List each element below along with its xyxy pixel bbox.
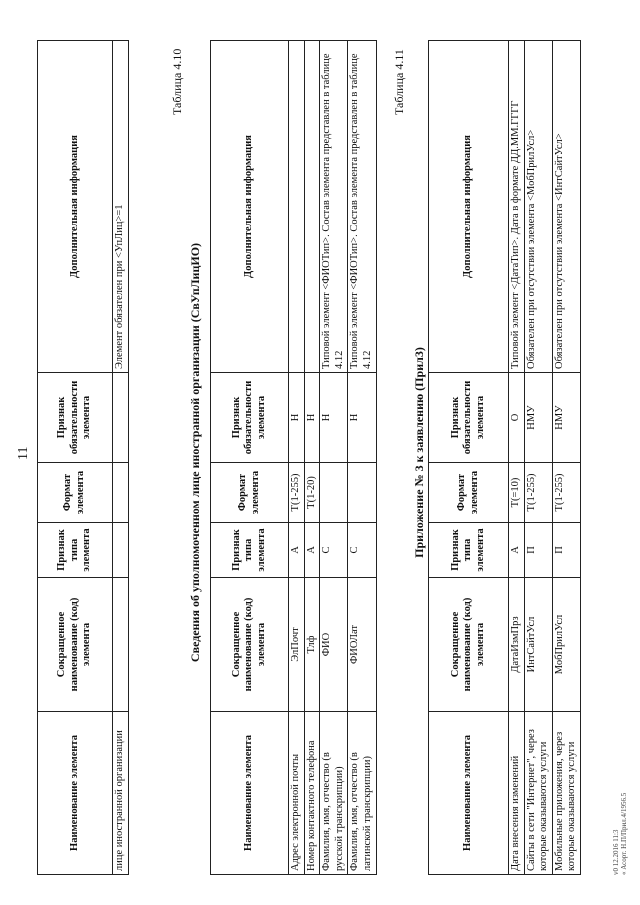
table-4-10 <box>210 40 377 875</box>
cell-name: Сайты в сети "Интернет", через которые оказываются услуги <box>524 712 552 875</box>
cell-required: Н <box>348 373 376 463</box>
cell-code <box>113 578 129 712</box>
cell-name: Фамилия, имя, отчество (в русской транскрипции) <box>320 712 348 875</box>
cell-format: Т(1-20) <box>304 463 320 523</box>
header-type: Признак типа элемента <box>429 523 509 578</box>
cell-info: Типовой элемент <ФИОТип>. Состав элемента представлен в таблице 4.12 <box>348 41 376 373</box>
cell-required: Н <box>304 373 320 463</box>
cell-type: А <box>509 523 525 578</box>
header-info: Дополнительная информация <box>429 41 509 373</box>
header-name: Наименование элемента <box>38 712 113 875</box>
table-label-4-11: Таблица 4.11 <box>392 49 406 115</box>
header-required: Признак обязательности элемента <box>38 373 113 463</box>
cell-format <box>113 463 129 523</box>
header-info: Дополнительная информация <box>38 41 113 373</box>
cell-code: МобПрилУсл <box>552 578 580 712</box>
header-format: Формат элемента <box>211 463 289 523</box>
header-format: Формат элемента <box>38 463 113 523</box>
header-required: Признак обязательности элемента <box>429 373 509 463</box>
header-format: Формат элемента <box>429 463 509 523</box>
header-code: Сокращенное наименование (код) элемента <box>211 578 289 712</box>
cell-type: С <box>320 523 348 578</box>
table-row <box>320 41 348 875</box>
cell-code: ИнтСайтУсл <box>524 578 552 712</box>
header-type: Признак типа элемента <box>38 523 113 578</box>
cell-name: Дата внесения изменений <box>509 712 525 875</box>
cell-name: Номер контактного телефона <box>304 712 320 875</box>
table-row <box>289 41 305 875</box>
header-info: Дополнительная информация <box>211 41 289 373</box>
cell-info <box>304 41 320 373</box>
cell-format <box>348 463 376 523</box>
table-label-4-10: Таблица 4.10 <box>170 48 184 115</box>
table-row <box>113 41 129 875</box>
table-row <box>552 41 580 875</box>
footnote-line: v0 12.2016 11:3 <box>612 829 620 875</box>
cell-type: С <box>348 523 376 578</box>
header-code: Сокращенное наименование (код) элемента <box>429 578 509 712</box>
cell-name: Адрес электронной почты <box>289 712 305 875</box>
cell-required: Н <box>320 373 348 463</box>
header-name: Наименование элемента <box>211 712 289 875</box>
cell-required: Н <box>289 373 305 463</box>
cell-format <box>320 463 348 523</box>
cell-code: ФИОЛат <box>348 578 376 712</box>
page-number: 11 <box>16 446 31 460</box>
cell-name: лице иностранной организации <box>113 712 129 875</box>
table-row <box>304 41 320 875</box>
cell-format: Т(1-255) <box>524 463 552 523</box>
cell-required: НМУ <box>552 373 580 463</box>
cell-required: О <box>509 373 525 463</box>
cell-info: Типовой элемент <ФИОТип>. Состав элемента представлен в таблице 4.12 <box>320 41 348 373</box>
table-row <box>524 41 552 875</box>
header-code: Сокращенное наименование (код) элемента <box>38 578 113 712</box>
cell-code: Тлф <box>304 578 320 712</box>
header-name: Наименование элемента <box>429 712 509 875</box>
cell-info <box>289 41 305 373</box>
cell-format: Т(1-255) <box>552 463 580 523</box>
cell-code: ЭлПочт <box>289 578 305 712</box>
table-continuation <box>37 40 129 875</box>
cell-info: Типовой элемент <ДатаТип>. Дата в формате ДД.ММ.ГГГГ <box>509 41 525 373</box>
cell-code: ДатаИзмПрз <box>509 578 525 712</box>
header-required: Признак обязательности элемента <box>211 373 289 463</box>
cell-type: А <box>304 523 320 578</box>
cell-type: П <box>552 523 580 578</box>
cell-type: П <box>524 523 552 578</box>
cell-name: Мобильные приложения, через которые оказываются услуги <box>552 712 580 875</box>
table-row <box>509 41 525 875</box>
footnote-line: « Асорт. Н.П/Прил.4/1956.5 <box>620 792 629 875</box>
footnote <box>612 793 629 875</box>
header-type: Признак типа элемента <box>211 523 289 578</box>
cell-type: А <box>289 523 305 578</box>
cell-format: Т(=10) <box>509 463 525 523</box>
table-4-11 <box>428 40 581 875</box>
table-row <box>348 41 376 875</box>
cell-format: Т(1-255) <box>289 463 305 523</box>
cell-code: ФИО <box>320 578 348 712</box>
table-title-4-11: Приложение № 3 к заявлению (Прил3) <box>412 347 426 558</box>
cell-info: Обязателен при отсутствии элемента <МобПрилУсл> <box>524 41 552 373</box>
cell-type <box>113 523 129 578</box>
cell-info: Элемент обязателен при <УпЛиц>=1 <box>113 41 129 373</box>
cell-required <box>113 373 129 463</box>
cell-name: Фамилия, имя, отчество (в латинской транскрипции) <box>348 712 376 875</box>
cell-info: Обязателен при отсутствии элемента <ИнтСайтУсл> <box>552 41 580 373</box>
table-title-4-10: Сведения об уполномоченном лице иностранной организации (СвУпЛицИО) <box>188 242 202 663</box>
cell-required: НМУ <box>524 373 552 463</box>
